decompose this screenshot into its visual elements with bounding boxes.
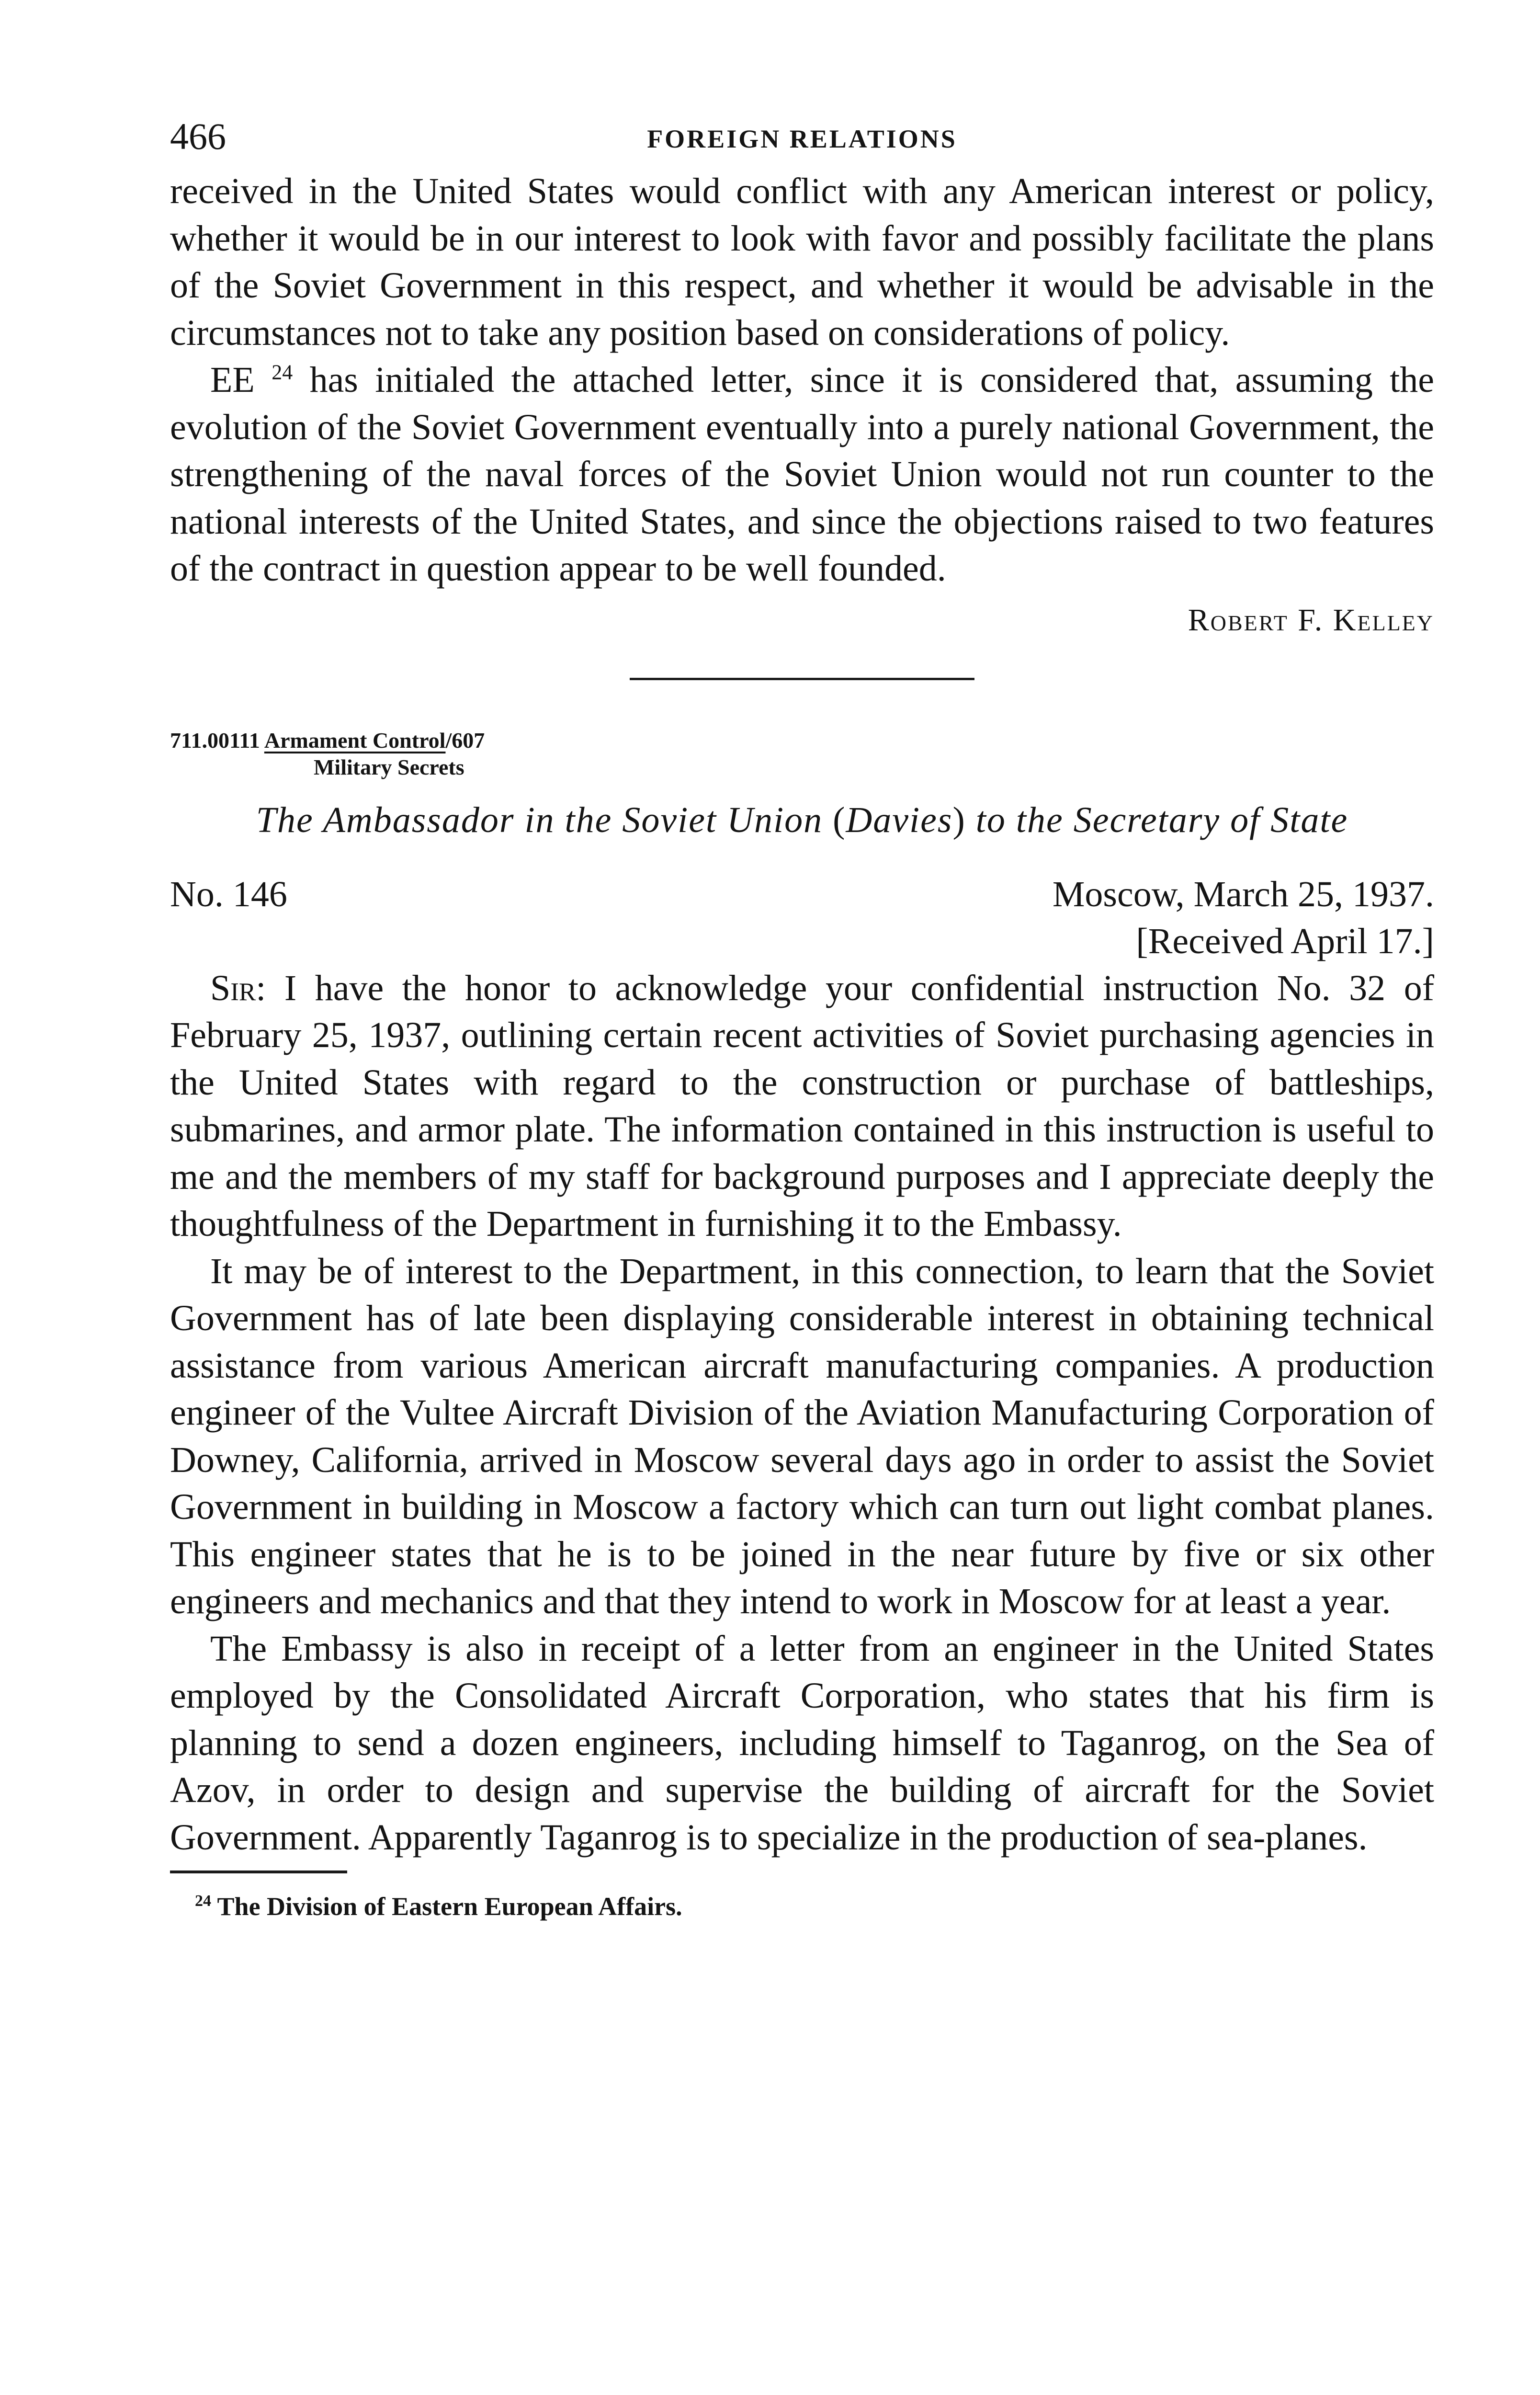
heading-paren-open: ( <box>833 799 846 840</box>
division-initial-paragraph <box>170 356 1434 593</box>
signature: Robert F. Kelley <box>1188 602 1434 638</box>
running-head <box>170 115 1434 168</box>
file-number: 711.00111 <box>170 728 260 753</box>
document-heading <box>170 797 1434 843</box>
section-divider <box>630 678 974 680</box>
file-reference <box>170 727 1434 781</box>
division-paragraph-text: has initialed the attached letter, since it is considered that, assuming the evolution of the Soviet Government eventually into a purely national Government, the strengthening of the naval forces of the Soviet Union would not run counter to the national interests of the United States, and since the objections raised to two features of the contract in question appear to be well founded. <box>170 360 1435 589</box>
heading-part-2: to the Secretary of State <box>965 799 1348 840</box>
continued-paragraph: received in the United States would conflict with any American interest or policy, whether it would be in our interest to look with favor and possibly facilitate the plans of the Soviet Government in this respect, and whether it would be advisable in the circumstances not to take any position based on considerations of policy. <box>170 171 1434 353</box>
division-abbreviation: EE <box>210 360 255 400</box>
heading-name: Davies <box>846 799 953 840</box>
body-paragraph-1-text: : I have the honor to acknowledge your confidential instruction No. 32 of February 25, 1937, outlining certain recent activities of Soviet purchasing agencies in the United States with regard to the construction or purchase of battleships, submarines, and armor plate. The information contained in this instruction is useful to me and the members of my staff for background purposes and I appreciate deeply the thoughtfulness of the Department in furnishing it to the Embassy. <box>170 968 1434 1244</box>
file-category: Armament Control <box>264 728 446 753</box>
page-number: 466 <box>170 115 226 157</box>
footnote-marker: 24 <box>195 1892 211 1910</box>
file-reference-line-1 <box>170 727 1434 754</box>
dateline <box>170 871 1434 965</box>
place-and-date: Moscow, March 25, 1937. <box>1052 874 1434 914</box>
heading-paren-close: ) <box>952 799 966 840</box>
body-paragraph-2: It may be of interest to the Department, in this connection, to learn that the Soviet Government has of late been displaying considerable interest in obtaining technical assistance from various American aircraft manufacturing companies. A production engineer of the Vultee Aircraft Division of the Aviation Manufacturing Corporation of Downey, California, arrived in Moscow several days ago in order to assist the Soviet Government in building in Moscow a factory which can turn out light combat planes. This engineer states that he is to be joined in the near future by five or six other engineers and mechanics and that they intend to work in Moscow for at least a year. <box>170 1251 1434 1621</box>
received-date: [Received April 17.] <box>1136 921 1434 961</box>
footnote-text: The Division of Eastern European Affairs. <box>217 1892 682 1921</box>
footnote-rule <box>170 1870 347 1873</box>
footnote-reference: 24 <box>272 360 293 384</box>
heading-part-1: The Ambassador in the Soviet Union <box>256 799 833 840</box>
body-paragraph-1 <box>170 965 1434 1248</box>
document-page <box>170 115 1434 1923</box>
footnote <box>170 1890 1434 1923</box>
file-suffix: /607 <box>445 728 485 753</box>
file-subcategory: Military Secrets <box>314 754 464 779</box>
document-number: No. 146 <box>170 874 287 914</box>
salutation: Sir <box>210 968 256 1008</box>
body-paragraph-3: The Embassy is also in receipt of a letter from an engineer in the United States employed by the Consolidated Aircraft Corporation, who states that his firm is planning to send a dozen engineers, including himself to Taganrog, on the Sea of Azov, in order to design and supervise the building of aircraft for the Soviet Government. Apparently Taganrog is to specialize in the production of sea-planes. <box>170 1628 1434 1858</box>
journal-title: FOREIGN RELATIONS <box>647 125 957 153</box>
